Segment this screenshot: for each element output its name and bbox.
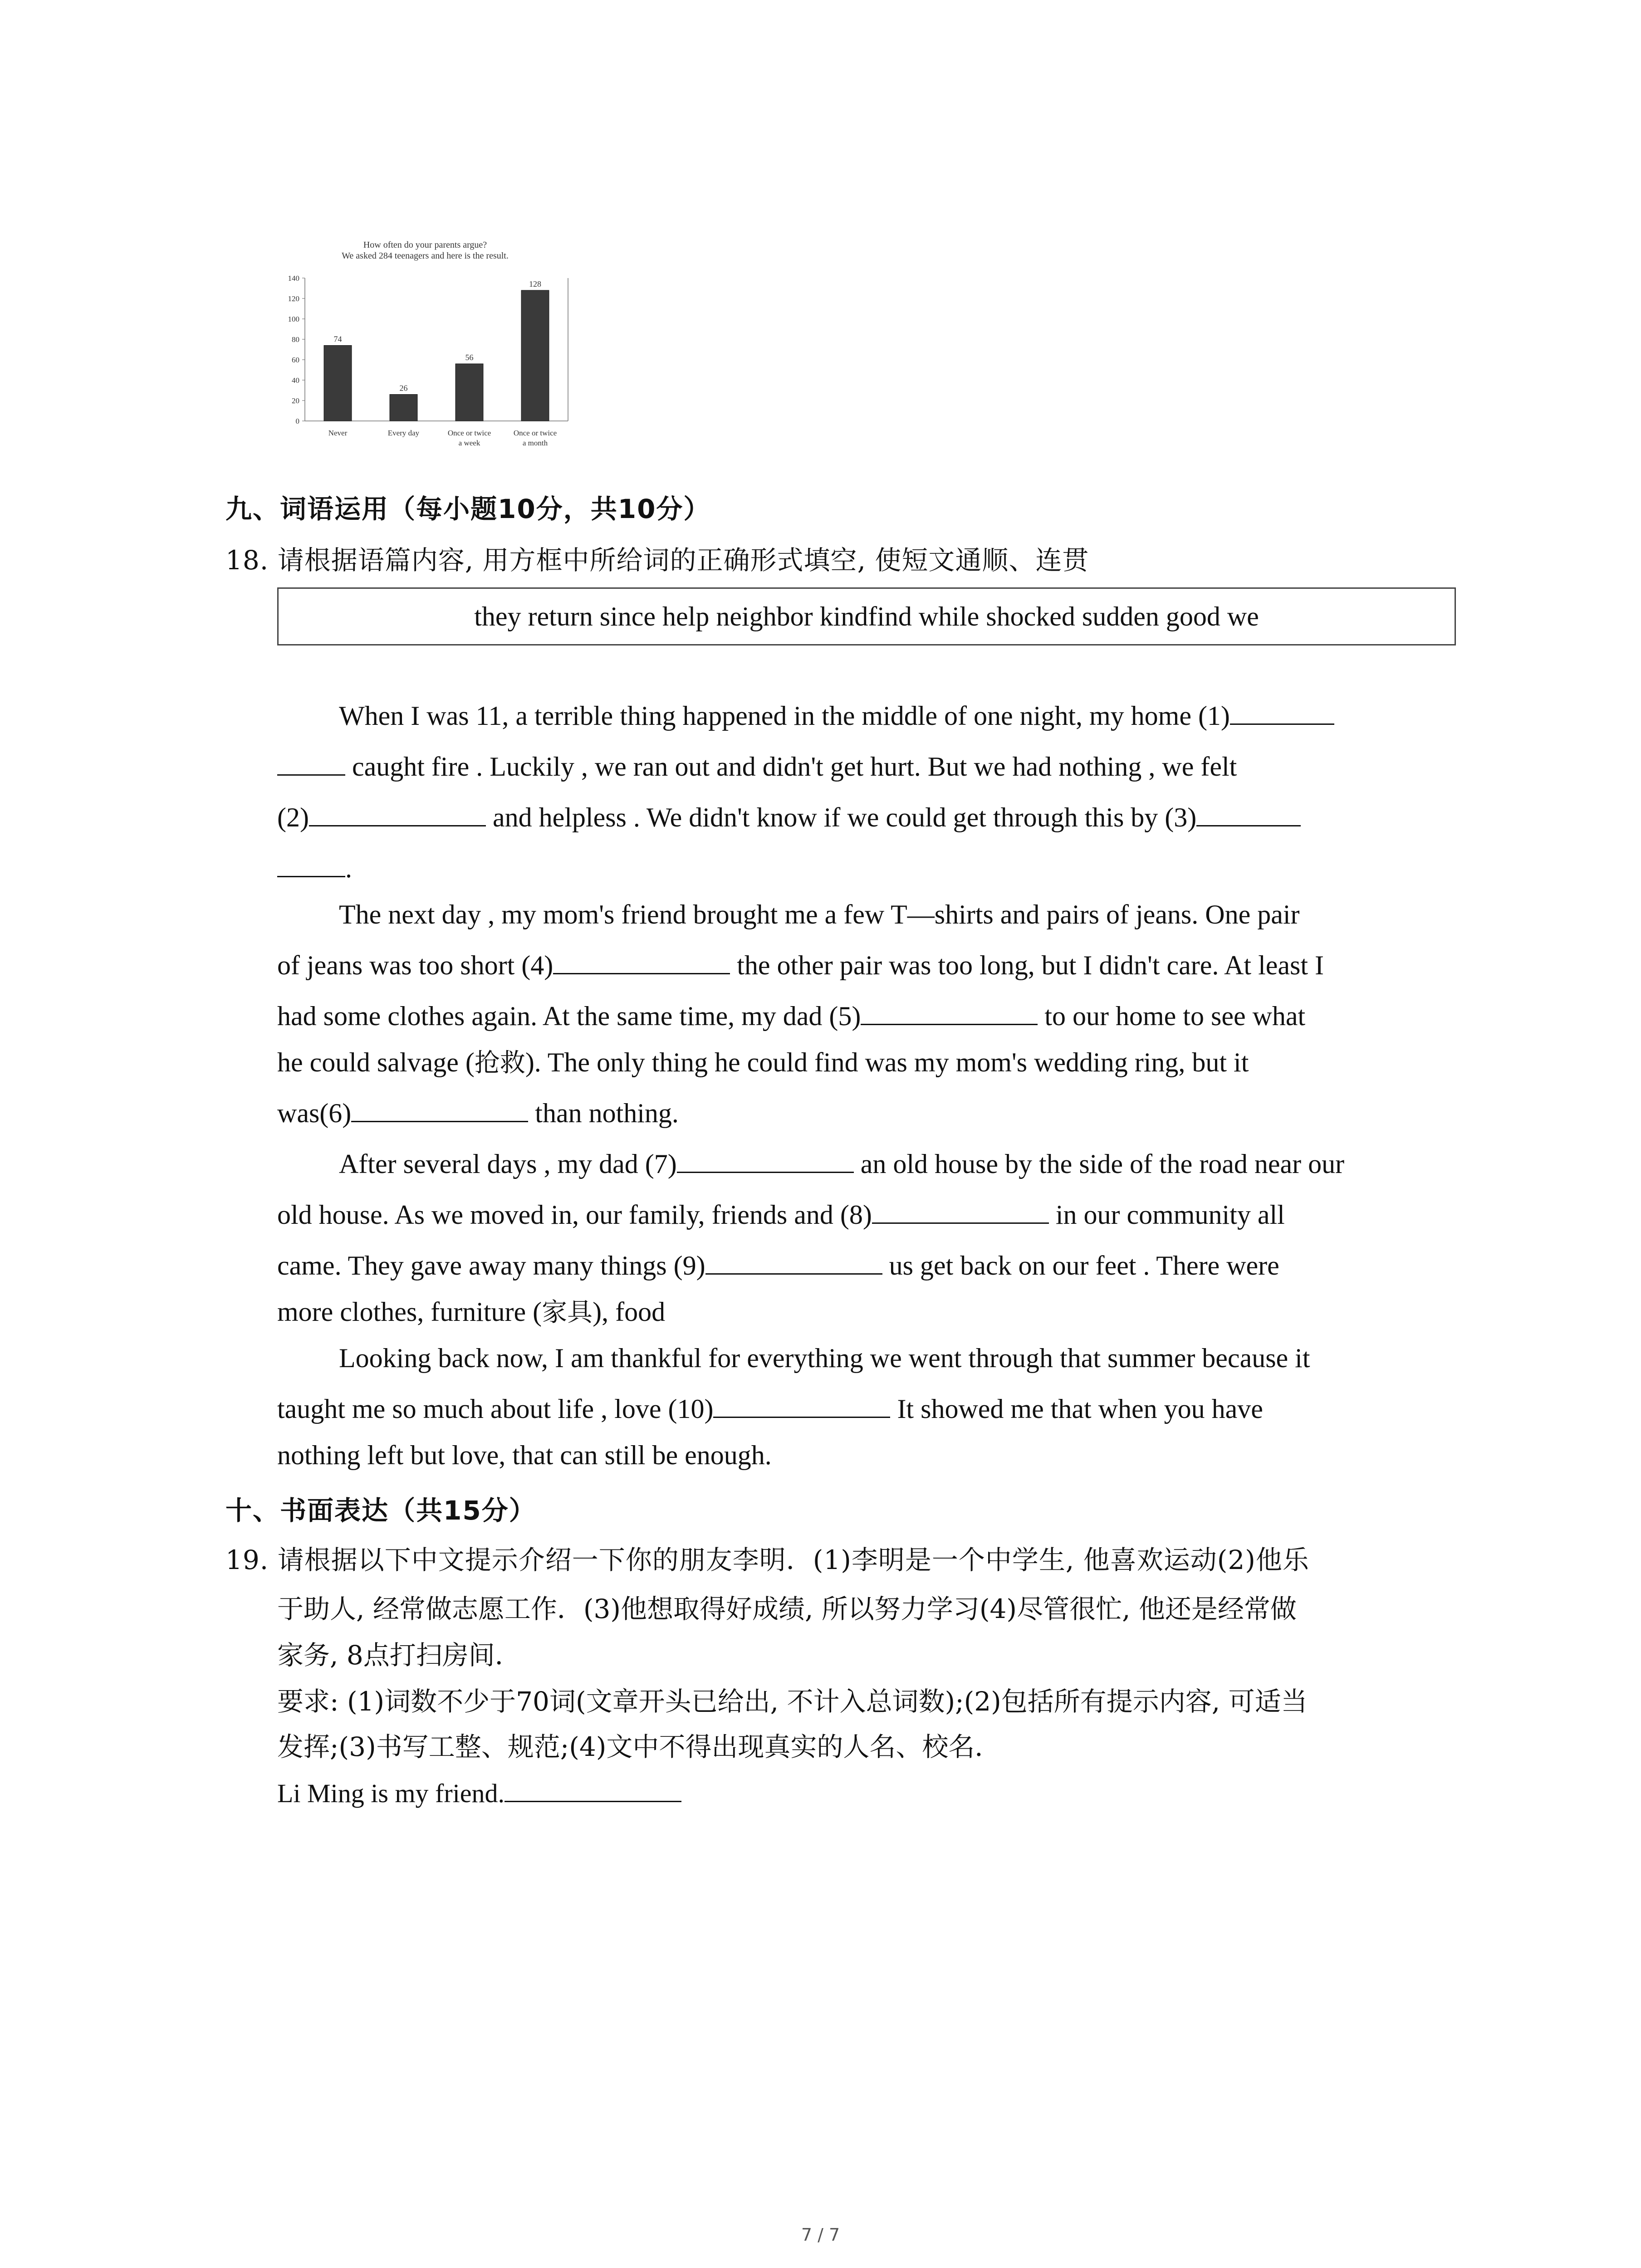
word-box-words: they return since help neighbor kindfind while shocked sudden good we: [474, 601, 1259, 631]
passage-text: It showed me that when you have: [890, 1394, 1263, 1424]
bar-value-label: 26: [399, 383, 408, 393]
bar: [390, 395, 417, 421]
passage-paragraph-4: [277, 1333, 1457, 1383]
y-tick-label: 100: [288, 315, 299, 323]
passage-text: an old house by the side of the road near our: [853, 1149, 1345, 1179]
passage-text: to our home to see what: [1038, 1001, 1306, 1031]
passage-text: After several days , my dad (7): [339, 1149, 677, 1179]
question-18-text: 请根据语篇内容, 用方框中所给词的正确形式填空, 使短文通顺、连贯: [277, 545, 1089, 576]
bar: [521, 290, 549, 421]
passage-text: and helpless . We didn't know if we could get through this by (3): [485, 802, 1197, 832]
x-tick-label: Every day: [387, 429, 420, 437]
bar: [324, 346, 352, 421]
bar-value-label: 74: [333, 334, 342, 344]
bar-chart: [269, 235, 582, 466]
passage-text: Looking back now, I am thankful for everything we went through that summer because it: [339, 1343, 1310, 1373]
passage-text: he could salvage (: [277, 1047, 475, 1077]
question-19-line: 请根据以下中文提示介绍一下你的朋友李明．(1)李明是一个中学生, 他喜欢运动(2)他乐: [277, 1545, 1309, 1575]
passage-paragraph-2-cont: [277, 991, 1457, 1041]
question-19-line-3: 家务, 8点打扫房间．: [277, 1640, 521, 1671]
passage-paragraph-4-cont: [277, 1383, 1457, 1434]
y-tick-label: 140: [288, 274, 299, 283]
page-number: 7 / 7: [801, 2225, 840, 2245]
passage-text: came. They gave away many things (9): [277, 1251, 705, 1281]
passage-paragraph-4-cont: [277, 1430, 1457, 1481]
blank-9[interactable]: [705, 1246, 882, 1275]
y-tick-label: 20: [292, 396, 299, 405]
blank-2[interactable]: [309, 798, 486, 826]
passage-text: of jeans was too short (4): [277, 950, 554, 980]
passage-text: .: [345, 853, 352, 883]
word-box: [277, 587, 1456, 645]
passage-text: ). The only thing he could find was my mom's wedding ring, but it: [525, 1047, 1249, 1077]
passage-text: The next day , my mom's friend brought me a few T—shirts and pairs of jeans. One pair: [339, 899, 1300, 929]
passage-text: the other pair was too long, but I didn't care. At least I: [730, 950, 1324, 980]
passage-text: old house. As we moved in, our family, friends and (8): [277, 1200, 872, 1230]
passage-text: (2): [277, 802, 309, 832]
bar-chart-svg: [269, 235, 582, 466]
bar-value-label: 56: [465, 353, 474, 362]
passage-text: in our community all: [1048, 1200, 1285, 1230]
passage-text: taught me so much about life , love (10): [277, 1394, 714, 1424]
passage-text: was(6): [277, 1098, 352, 1128]
question-19-number: 19.: [225, 1545, 269, 1575]
passage-text: than nothing.: [528, 1098, 679, 1128]
passage-paragraph-2-cont: [277, 1088, 1457, 1139]
blank-1-cont[interactable]: [277, 747, 345, 776]
passage-text: When I was 11, a terrible thing happened in the middle of one night, my home (1): [339, 701, 1230, 731]
passage-paragraph-2: [277, 889, 1457, 940]
x-tick-label: Once or twice: [447, 429, 491, 437]
essay-opening: Li Ming is my friend.: [277, 1779, 505, 1808]
passage-text-cn: 家具: [542, 1298, 593, 1327]
blank-5[interactable]: [861, 997, 1038, 1025]
blank-3[interactable]: [1196, 798, 1301, 826]
blank-7[interactable]: [677, 1144, 854, 1173]
essay-blank[interactable]: [505, 1774, 681, 1802]
blank-10[interactable]: [713, 1389, 890, 1418]
y-tick-label: 0: [295, 417, 299, 425]
blank-1[interactable]: [1230, 696, 1334, 725]
bar: [456, 364, 483, 421]
x-tick-label: a week: [458, 439, 480, 447]
y-tick-label: 120: [288, 294, 299, 303]
y-tick-label: 40: [292, 376, 299, 385]
passage-paragraph-1-cont: [277, 843, 1457, 894]
passage-text: us get back on our feet . There were: [882, 1251, 1279, 1281]
passage-paragraph-3-cont: [277, 1286, 1457, 1338]
passage-paragraph-1-cont: [277, 741, 1457, 792]
passage-paragraph-3-cont: [277, 1189, 1457, 1240]
passage-paragraph-3: [277, 1139, 1457, 1189]
section-9-title: 九、词语运用（每小题10分，共10分）: [225, 494, 711, 524]
blank-3-cont[interactable]: [277, 849, 345, 877]
blank-8[interactable]: [872, 1195, 1049, 1224]
question-19-requirements: 要求: (1)词数不少于70词(文章开头已给出, 不计入总词数);(2)包括所有提示内容, 可适当: [277, 1686, 1308, 1717]
x-tick-label: a month: [522, 439, 548, 447]
passage-paragraph-1: [277, 690, 1457, 741]
passage-paragraph-1-cont: [277, 792, 1457, 843]
section-10-title: 十、书面表达（共15分）: [225, 1495, 536, 1526]
question-19: [225, 1539, 1309, 1577]
passage-text: ), food: [593, 1297, 666, 1327]
passage-paragraph-2-cont: [277, 940, 1457, 991]
passage-paragraph-3-cont: [277, 1240, 1457, 1291]
chart-subtitle: We asked 284 teenagers and here is the result.: [342, 251, 509, 261]
passage-text: more clothes, furniture (: [277, 1297, 542, 1327]
blank-6[interactable]: [351, 1094, 528, 1122]
y-tick-label: 60: [292, 356, 299, 364]
passage-paragraph-2-cont: [277, 1037, 1457, 1089]
x-tick-label: Never: [328, 429, 348, 437]
chart-title: How often do your parents argue?: [363, 240, 487, 250]
bar-value-label: 128: [529, 279, 541, 288]
essay-start: [277, 1770, 1457, 1817]
x-tick-label: Once or twice: [513, 429, 557, 437]
passage-text-cn: 抢救: [474, 1048, 525, 1078]
y-tick-label: 80: [292, 335, 299, 344]
blank-4[interactable]: [553, 946, 730, 974]
question-19-requirements-cont: 发挥;(3)书写工整、规范;(4)文中不得出现真实的人名、校名．: [277, 1731, 1001, 1762]
question-18-number: 18.: [225, 545, 269, 576]
question-18: [225, 539, 1089, 577]
passage-text: nothing left but love, that can still be enough.: [277, 1440, 772, 1470]
passage-text: caught fire . Luckily , we ran out and didn't get hurt. But we had nothing , we felt: [345, 752, 1237, 782]
passage-text: had some clothes again. At the same time, my dad (5): [277, 1001, 861, 1031]
question-19-line-2: 于助人, 经常做志愿工作．(3)他想取得好成绩, 所以努力学习(4)尽管很忙, 他还是经常做: [277, 1593, 1297, 1624]
